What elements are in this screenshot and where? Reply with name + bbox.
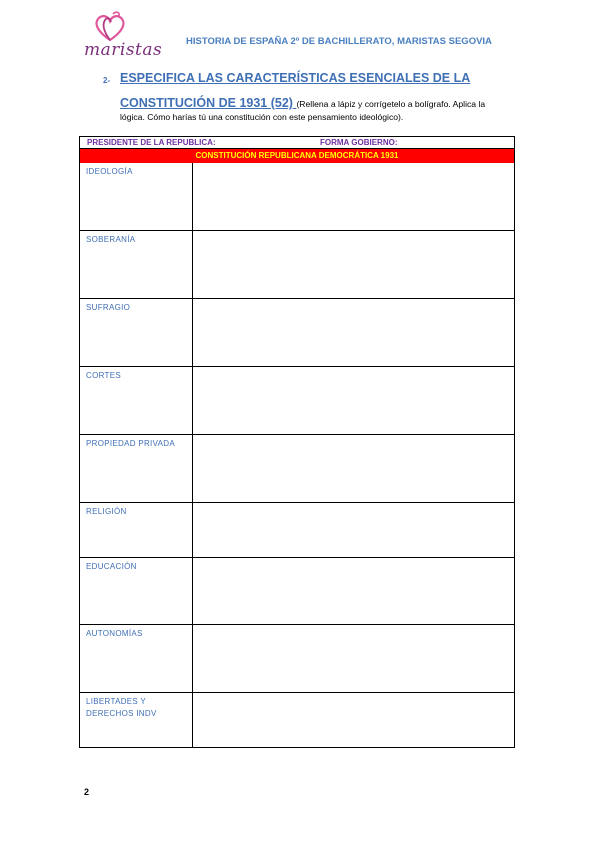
table-row [79, 503, 515, 558]
question-instruction-part2: lógica. Cómo harías tú una constitución con este pensamiento ideológico). [120, 112, 404, 122]
table-row [79, 558, 515, 625]
table-row [79, 625, 515, 693]
answer-cell-libertades[interactable] [193, 693, 514, 747]
question-number: 2- [103, 76, 111, 85]
table-row [79, 435, 515, 503]
table-row [79, 231, 515, 299]
row-label-soberania: SOBERANÍA [80, 231, 193, 298]
forma-gobierno-label: FORMA GOBIERNO: [320, 138, 398, 147]
answer-cell-autonomias[interactable] [193, 625, 514, 692]
logo-wordmark: maristas [84, 40, 163, 60]
answer-cell-propiedad-privada[interactable] [193, 435, 514, 502]
question-instruction-part1: (Rellena a lápiz y corrígetelo a bolígrafo. Aplica la [296, 99, 486, 109]
answer-cell-soberania[interactable] [193, 231, 514, 298]
question-title-line2 [120, 94, 520, 114]
answer-cell-religion[interactable] [193, 503, 514, 557]
constitution-banner: CONSTITUCIÓN REPUBLICANA DEMOCRÁTICA 1931 [79, 149, 515, 163]
row-label-religion: RELIGIÓN [80, 503, 193, 557]
row-label-educacion: EDUCACIÓN [80, 558, 193, 624]
row-label-ideologia: IDEOLOGÍA [80, 163, 193, 230]
president-label: PRESIDENTE DE LA REPUBLICA: [87, 138, 216, 147]
document-header-title: HISTORIA DE ESPAÑA 2º DE BACHILLERATO, MARISTAS SEGOVIA [186, 36, 492, 47]
row-label-autonomias: AUTONOMÍAS [80, 625, 193, 692]
heart-logo-icon [80, 10, 140, 44]
answer-cell-educacion[interactable] [193, 558, 514, 624]
table-row [79, 299, 515, 367]
row-label-cortes: CORTES [80, 367, 193, 434]
row-label-sufragio: SUFRAGIO [80, 299, 193, 366]
table-header-row [79, 136, 515, 149]
maristas-logo [80, 10, 163, 60]
answer-cell-cortes[interactable] [193, 367, 514, 434]
page-number: 2 [84, 787, 90, 797]
table-row [79, 163, 515, 231]
table-row [79, 367, 515, 435]
question-title-line1: ESPECIFICA LAS CARACTERÍSTICAS ESENCIALES DE LA [120, 71, 471, 85]
constitution-table [79, 136, 515, 748]
answer-cell-ideologia[interactable] [193, 163, 514, 230]
question-title-line2-text: CONSTITUCIÓN DE 1931 (52) [120, 96, 297, 110]
table-row [79, 693, 515, 748]
row-label-propiedad-privada: PROPIEDAD PRIVADA [80, 435, 193, 502]
answer-cell-sufragio[interactable] [193, 299, 514, 366]
row-label-libertades: LIBERTADES Y DERECHOS INDV [80, 693, 193, 747]
